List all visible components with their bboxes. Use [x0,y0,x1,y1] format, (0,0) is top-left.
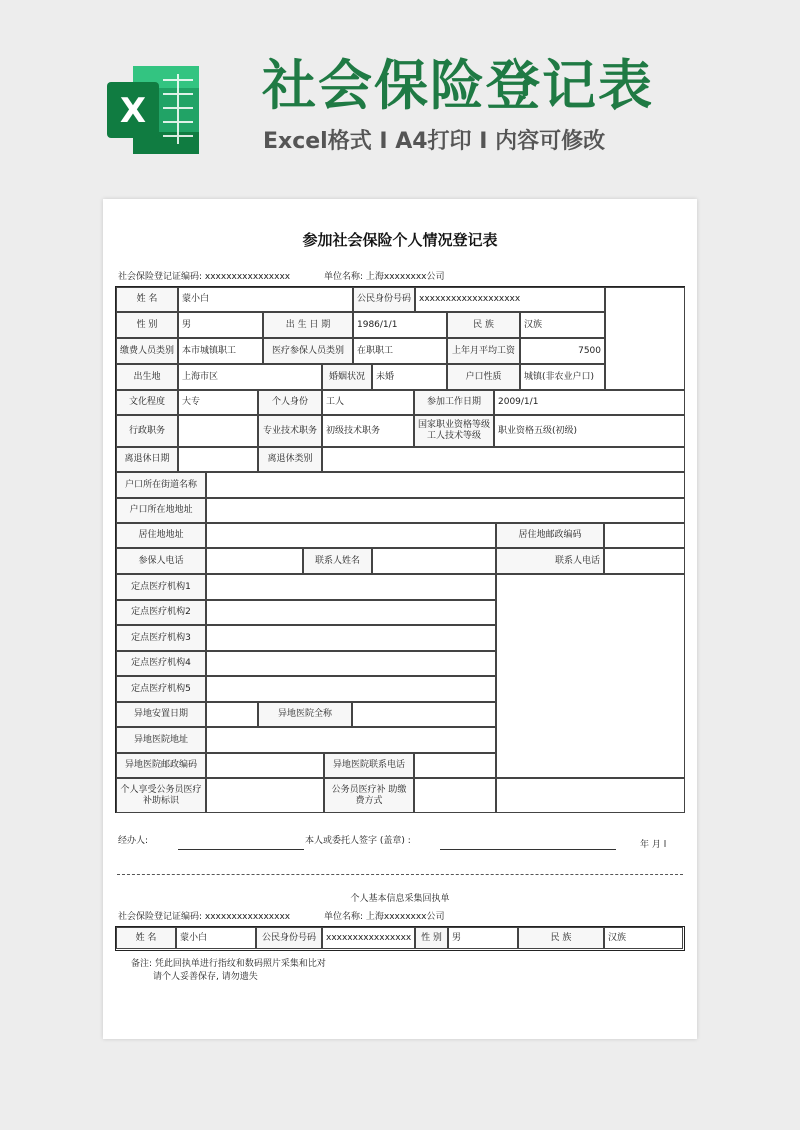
med-type-label: 医疗参保人员类别 [263,338,353,364]
agent-signature-line[interactable] [178,849,304,850]
remote-hospital-label: 异地医院全称 [258,702,352,727]
receipt-unit-name: 单位名称: 上海xxxxxxxx公司 [324,912,445,922]
birth-label: 出 生 日 期 [263,312,353,338]
receipt-gender-value[interactable]: 男 [448,927,518,949]
pay-type-label: 缴费人员类别 [116,338,178,364]
cut-line [117,874,683,875]
phone-value[interactable] [206,548,303,574]
identity-value[interactable]: 工人 [322,390,414,415]
civil-subsidy-value[interactable] [206,778,324,813]
hukou-address-value[interactable] [206,498,685,523]
medical-institution-4-value[interactable] [206,651,496,676]
merged-blank-block [496,574,685,778]
pay-type-value[interactable]: 本市城镇职工 [178,338,263,364]
gender-label: 性 别 [116,312,178,338]
medical-institution-2-label: 定点医疗机构2 [116,600,206,625]
remote-hospital-value[interactable] [352,702,496,727]
admin-label: 行政职务 [116,415,178,447]
registration-number: 社会保险登记证编码: xxxxxxxxxxxxxxxx [118,272,291,282]
receipt-id-value[interactable]: xxxxxxxxxxxxxxxx [322,927,415,949]
contact-phone-value[interactable] [604,548,685,574]
medical-institution-5-label: 定点医疗机构5 [116,676,206,702]
receipt-ethnic-value[interactable]: 汉族 [604,927,683,949]
excel-icon [103,60,203,160]
tech-value[interactable]: 初级技术职务 [322,415,414,447]
medical-institution-1-label: 定点医疗机构1 [116,574,206,600]
hukou-label: 户口性质 [447,364,520,390]
civil-pay-value[interactable] [414,778,496,813]
agent-label: 经办人: [118,836,149,846]
receipt-name-label: 姓 名 [116,927,176,949]
id-value[interactable]: xxxxxxxxxxxxxxxxxxx [415,287,605,312]
svg-text:X: X [119,91,147,131]
medical-institution-5-value[interactable] [206,676,496,702]
civil-blank [496,778,685,813]
gender-value[interactable]: 男 [178,312,263,338]
contact-name-label: 联系人姓名 [303,548,372,574]
retire-type-label: 离退休类别 [258,447,322,472]
birthplace-value[interactable]: 上海市区 [178,364,322,390]
medical-institution-3-value[interactable] [206,625,496,651]
work-date-value[interactable]: 2009/1/1 [494,390,685,415]
remote-date-value[interactable] [206,702,258,727]
marital-label: 婚姻状况 [322,364,372,390]
remote-date-label: 异地安置日期 [116,702,206,727]
remote-tel-value[interactable] [414,753,496,778]
education-label: 文化程度 [116,390,178,415]
marital-value[interactable]: 未婚 [372,364,447,390]
remote-zip-value[interactable] [206,753,324,778]
receipt-note-1: 备注: 凭此回执单进行指纹和数码照片采集和比对 [131,959,326,969]
wage-label: 上年月平均工资 [447,338,520,364]
registration-form [115,286,685,813]
contact-phone-label: 联系人电话 [496,548,604,574]
sign-line[interactable] [440,849,616,850]
medical-institution-4-label: 定点医疗机构4 [116,651,206,676]
receipt-gender-label: 性 别 [415,927,448,949]
identity-label: 个人身份 [258,390,322,415]
home-address-value[interactable] [206,523,496,548]
receipt-id-label: 公民身份号码 [256,927,322,949]
civil-subsidy-label: 个人享受公务员医疗补助标识 [116,778,206,813]
receipt-table [115,926,685,951]
document-page [103,199,697,1039]
hukou-value[interactable]: 城镇(非农业户口) [520,364,605,390]
remote-zip-label: 异地医院邮政编码 [116,753,206,778]
street-value[interactable] [206,472,685,498]
medical-institution-2-value[interactable] [206,600,496,625]
education-value[interactable]: 大专 [178,390,258,415]
receipt-note-2: 请个人妥善保存, 请勿遗失 [153,972,258,982]
contact-name-value[interactable] [372,548,496,574]
banner [0,0,800,190]
med-type-value[interactable]: 在职职工 [353,338,447,364]
banner-title: 社会保险登记表 [262,54,654,117]
receipt-ethnic-label: 民 族 [518,927,604,949]
work-date-label: 参加工作日期 [414,390,494,415]
qualification-label: 国家职业资格等级工人技术等级 [414,415,494,447]
medical-institution-1-value[interactable] [206,574,496,600]
ethnic-value[interactable]: 汉族 [520,312,605,338]
hukou-address-label: 户口所在地地址 [116,498,206,523]
unit-name: 单位名称: 上海xxxxxxxx公司 [324,272,445,282]
document-title: 参加社会保险个人情况登记表 [302,231,498,249]
zip-value[interactable] [604,523,685,548]
remote-address-label: 异地医院地址 [116,727,206,753]
admin-value[interactable] [178,415,258,447]
qualification-value[interactable]: 职业资格五级(初级) [494,415,685,447]
retire-type-value[interactable] [322,447,685,472]
receipt-name-value[interactable]: 蒙小白 [176,927,256,949]
banner-subtitle: Excel格式 I A4打印 I 内容可修改 [263,129,606,154]
phone-label: 参保人电话 [116,548,206,574]
zip-label: 居住地邮政编码 [496,523,604,548]
receipt-registration-number: 社会保险登记证编码: xxxxxxxxxxxxxxxx [118,912,291,922]
retire-date-value[interactable] [178,447,258,472]
name-value[interactable]: 蒙小白 [178,287,353,312]
medical-institution-3-label: 定点医疗机构3 [116,625,206,651]
photo-cell [605,287,685,390]
name-label: 姓 名 [116,287,178,312]
street-label: 户口所在街道名称 [116,472,206,498]
sign-label: 本人或委托人签字 (盖章) : [305,836,411,846]
id-label: 公民身份号码 [353,287,415,312]
date-label: 年 月 l [640,840,667,850]
remote-tel-label: 异地医院联系电话 [324,753,414,778]
wage-value[interactable]: 7500 [520,338,605,364]
birthplace-label: 出生地 [116,364,178,390]
civil-pay-label: 公务员医疗补 助缴费方式 [324,778,414,813]
home-address-label: 居住地地址 [116,523,206,548]
retire-date-label: 离退休日期 [116,447,178,472]
remote-address-value[interactable] [206,727,496,753]
birth-value[interactable]: 1986/1/1 [353,312,447,338]
receipt-title: 个人基本信息采集回执单 [350,894,450,904]
tech-label: 专业技术职务 [258,415,322,447]
ethnic-label: 民 族 [447,312,520,338]
